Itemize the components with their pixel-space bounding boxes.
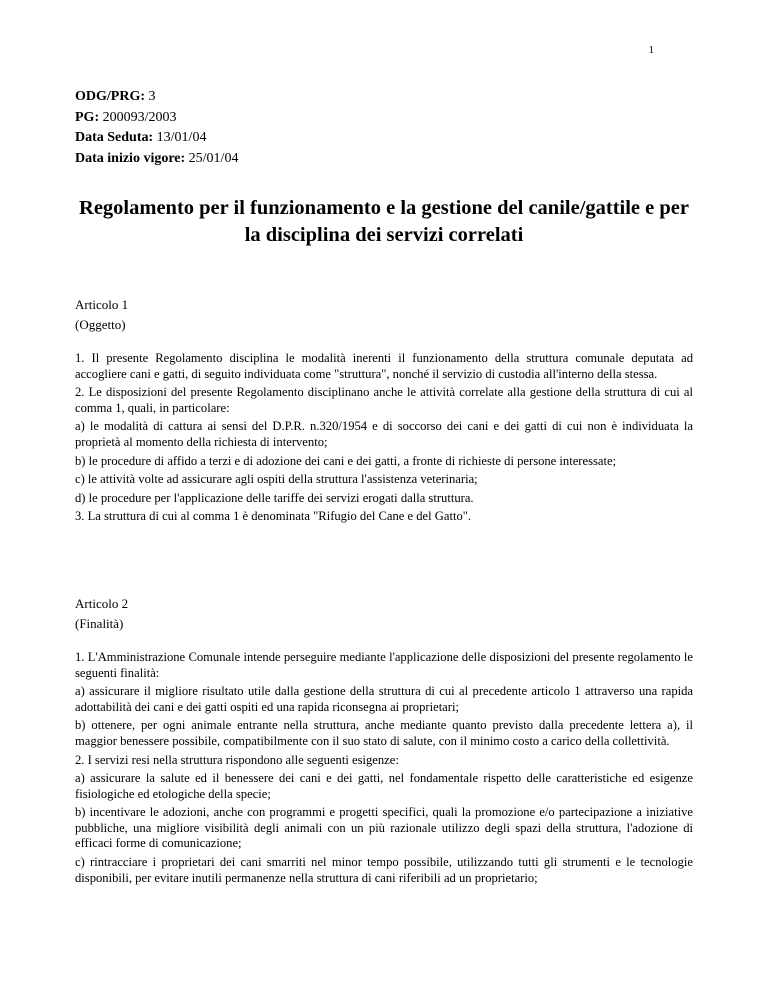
paragraph: c) le attività volte ad assicurare agli ospiti della struttura l'assistenza veterinaria; <box>75 472 478 487</box>
meta-value: 200093/2003 <box>99 109 177 125</box>
document-metadata <box>75 87 238 169</box>
paragraph: b) ottenere, per ogni animale entrante nella struttura, anche mediante quanto previsto dalla precedente lettera a), il maggior benessere possibile, compatibilmente con il suo stato di salute, con il minimo costo a carico della collettività. <box>75 718 693 748</box>
document-title <box>60 195 708 249</box>
meta-value: 3 <box>145 89 156 104</box>
meta-value: 25/01/04 <box>185 150 239 166</box>
article-2 <box>75 594 693 886</box>
paragraph: b) incentivare le adozioni, anche con programmi e progetti specifici, quali la promozione e/o partecipazione a iniziative pubbliche, una migliore visibilità degli animali con un più razionale utilizzo degli spazi della struttura, l'adozione di efficaci forme di comunicazione; <box>75 805 693 851</box>
article-1 <box>75 295 693 525</box>
meta-odg <box>75 87 238 108</box>
paragraph: a) assicurare il migliore risultato utile dalla gestione della struttura di cui al precedente articolo 1 attraverso una rapida adottabilità dei cani e dei gatti ospiti ed una rapida riconsegna ai proprietari; <box>75 684 693 714</box>
document-body <box>75 295 693 889</box>
paragraph: 1. L'Amministrazione Comunale intende perseguire mediante l'applicazione delle disposizioni del presente regolamento le seguenti finalità: <box>75 649 693 680</box>
paragraph: b) le procedure di affido a terzi e di adozione dei cani e dei gatti, a fronte di richieste di persone interessate; <box>75 453 617 468</box>
paragraph: a) assicurare la salute ed il benessere dei cani e dei gatti, nel fondamentale rispetto delle caratteristiche ed esigenze fisiologiche ed etologiche della specie; <box>75 771 693 801</box>
paragraph: 2. I servizi resi nella struttura rispondono alle seguenti esigenze: <box>75 752 399 767</box>
meta-label: Data inizio vigore: <box>75 150 186 166</box>
paragraph: 2. Le disposizioni del presente Regolamento disciplinano anche le attività correlate alla gestione della struttura di cui al comma 1, quali, in particolare: <box>75 385 693 415</box>
paragraph: c) rintracciare i proprietari dei cani smarriti nel minor tempo possibile, utilizzando tutti gli strumenti e le tecnologie disponibili, per evitare inutili permanenze nella struttura di cani riferibili ad un proprietario; <box>75 855 693 885</box>
paragraph: 1. Il presente Regolamento disciplina le modalità inerenti il funzionamento della struttura comunale deputata ad accogliere cani e gatti, di seguito individuata come "struttura", nonché il servizio di custodia all'interno della stessa. <box>75 351 693 381</box>
title-line-1: Regolamento per il funzionamento e la gestione del canile/gattile e per <box>79 197 689 219</box>
meta-data-seduta <box>75 128 238 149</box>
paragraph: a) le modalità di cattura ai sensi del D.P.R. n.320/1954 e di soccorso dei cani e dei gatti di cui non è individuata la proprietà al momento della richiesta di intervento; <box>75 419 693 449</box>
meta-label: Data Seduta: <box>75 130 154 145</box>
article-subheading: (Oggetto) <box>75 317 126 332</box>
page-number: 1 <box>648 44 654 56</box>
meta-data-vigore <box>75 149 238 170</box>
article-heading: Articolo 2 <box>75 595 129 611</box>
meta-label: ODG/PRG: <box>75 89 145 104</box>
article-heading: Articolo 1 <box>75 297 129 312</box>
paragraph: 3. La struttura di cui al comma 1 è denominata "Rifugio del Cane e del Gatto". <box>75 509 472 524</box>
meta-label: PG: <box>75 109 100 125</box>
article-subheading: (Finalità) <box>75 615 124 631</box>
meta-value: 13/01/04 <box>153 130 207 145</box>
paragraph: d) le procedure per l'applicazione delle tariffe dei servizi erogati dalla struttura. <box>75 490 474 505</box>
title-line-2: la disciplina dei servizi correlati <box>244 224 524 246</box>
meta-pg <box>75 108 238 129</box>
